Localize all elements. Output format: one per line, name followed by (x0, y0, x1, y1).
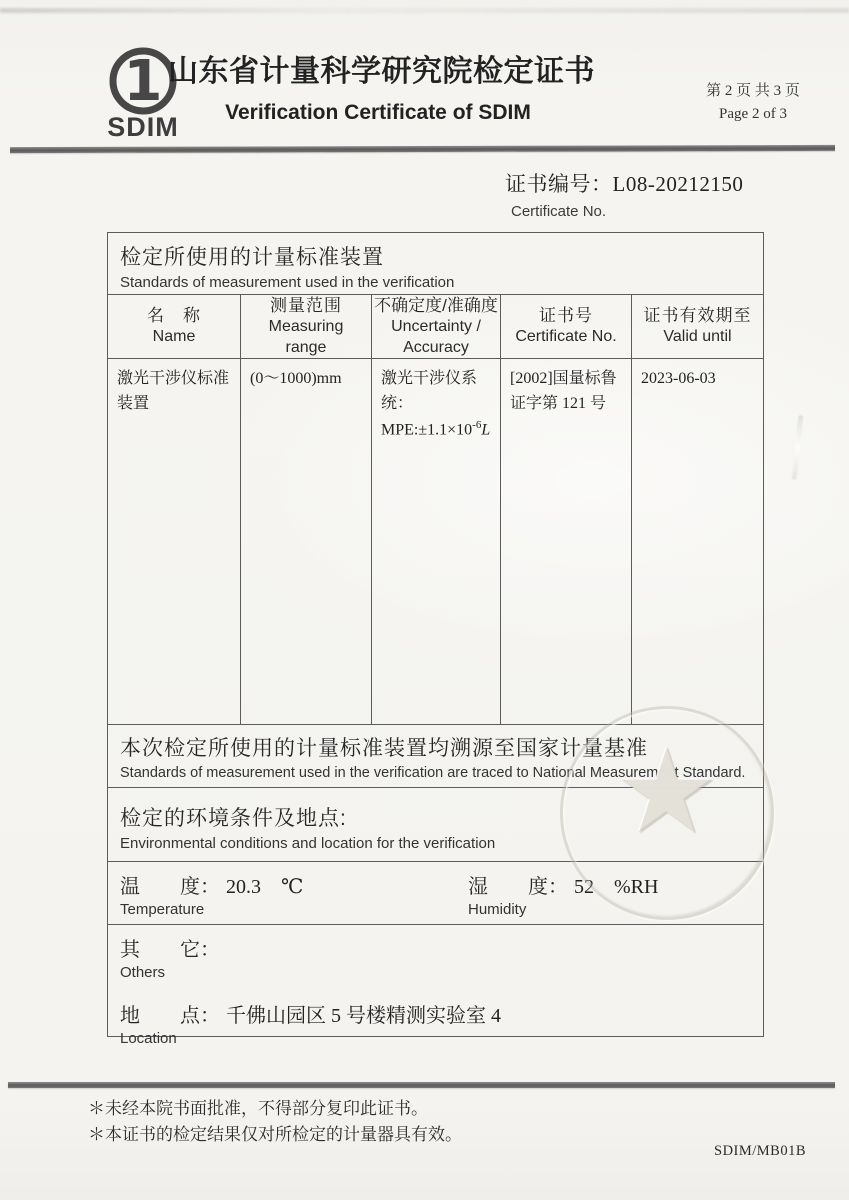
column-header-certno-zh: 证书号 (539, 306, 593, 326)
humidity-unit: %RH (614, 876, 659, 898)
column-header-name (108, 295, 241, 359)
title-english: Verification Certificate of SDIM (225, 101, 531, 124)
footer-note-1: ＊未经本院书面批准，不得部分复印此证书。 (88, 1099, 428, 1118)
column-header-range-zh: 测量范围 (270, 296, 342, 315)
cell-uncertainty (372, 359, 501, 724)
footer-notes (88, 1096, 462, 1149)
column-header-name-zh: 名 称 (147, 306, 201, 326)
standards-column-headers (108, 295, 763, 359)
page-number-chinese: 第 2 页 共 3 页 (706, 83, 800, 99)
column-header-range (241, 295, 372, 359)
page-number-block (688, 80, 818, 127)
others-label-zh: 其 它： (120, 939, 220, 961)
title-chinese: 山东省计量科学研究院检定证书 (168, 55, 595, 88)
certificate-number-value: L08-20212150 (612, 172, 744, 196)
environment-header-row (108, 788, 763, 862)
column-header-range-en: Measuring range (268, 318, 344, 356)
column-header-uncertainty-zh: 不确定度/准确度 (374, 296, 498, 315)
column-header-validuntil-zh: 证书有效期至 (643, 306, 752, 326)
traceability-zh: 本次检定所使用的计量标准装置均溯源至国家计量基准 (120, 737, 648, 760)
environment-header-zh: 检定的环境条件及地点: (120, 807, 347, 830)
environment-header-en: Environmental conditions and location for the verification (120, 835, 496, 852)
cell-standard-name: 激光干涉仪标准装置 (108, 359, 241, 724)
column-header-certno-en: Certificate No. (515, 328, 617, 346)
temperature-humidity-row (108, 862, 763, 925)
cell-uncertainty-line2 (381, 417, 494, 443)
verification-table (107, 232, 764, 1047)
form-number: SDIM/MB01B (714, 1143, 807, 1159)
standards-section-header (108, 233, 763, 295)
header-rule (10, 145, 835, 153)
svg-text:1: 1 (123, 49, 163, 114)
sdim-logo-text: SDIM (107, 112, 179, 142)
footer-rule (8, 1082, 835, 1088)
scan-artifact-wrinkle (792, 415, 804, 480)
cell-uncertainty-line1: 激光干涉仪系统： (381, 370, 478, 412)
traceability-row (108, 725, 763, 788)
column-header-validuntil-en: Valid until (663, 328, 732, 346)
others-item (108, 925, 763, 981)
certificate-number-line (505, 168, 743, 198)
mpe-exponent: -6 (472, 418, 482, 431)
header-title-block (168, 46, 595, 125)
humidity-label-zh: 湿 度： (468, 876, 568, 898)
footer-note-2: ＊本证书的检定结果仅对所检定的计量器具有效。 (88, 1125, 462, 1145)
certificate-number-block (505, 168, 743, 220)
temperature-unit: ℃ (281, 876, 304, 898)
humidity-label-en: Humidity (468, 901, 527, 918)
temperature-label-en: Temperature (120, 901, 205, 918)
mpe-variable: L (481, 420, 491, 438)
location-item (108, 991, 763, 1047)
scan-artifact-streak (0, 8, 849, 13)
temperature-label-zh: 温 度： (120, 876, 220, 898)
location-value: 千佛山园区 5 号楼精测实验室 4 (226, 1005, 501, 1027)
page-number-english: Page 2 of 3 (719, 106, 787, 123)
cell-measuring-range: (0～1000)mm (241, 359, 372, 724)
standards-title-en: Standards of measurement used in the verification (120, 274, 455, 291)
cell-valid-until: 2023-06-03 (641, 370, 716, 387)
column-header-certno (501, 295, 632, 359)
others-label-en: Others (120, 964, 166, 981)
mpe-prefix: MPE:±1.1×10 (381, 420, 473, 438)
traceability-en: Standards of measurement used in the verification are traced to National Measurement Standard. (120, 765, 746, 781)
column-header-uncertainty-en: Uncertainty / Accuracy (391, 318, 481, 356)
standards-data-row (108, 359, 763, 725)
column-header-uncertainty (372, 295, 501, 359)
location-label-en: Location (120, 1030, 177, 1047)
cell-certificate-no: [2002]国量标鲁证字第 121 号 (501, 359, 632, 724)
certificate-number-label-en: Certificate No. (511, 203, 607, 220)
column-header-name-en: Name (152, 328, 196, 346)
humidity-item (456, 862, 658, 918)
temperature-value: 20.3 (226, 876, 261, 898)
column-header-validuntil (632, 295, 763, 359)
location-label-zh: 地 点： (120, 1005, 220, 1027)
standards-title-zh: 检定所使用的计量标准装置 (120, 246, 384, 269)
certificate-number-label: 证书编号： (505, 172, 613, 196)
temperature-item (108, 862, 456, 918)
others-location-row (108, 925, 763, 1047)
seal-star-icon: ★ (614, 727, 720, 858)
humidity-value: 52 (574, 876, 594, 898)
